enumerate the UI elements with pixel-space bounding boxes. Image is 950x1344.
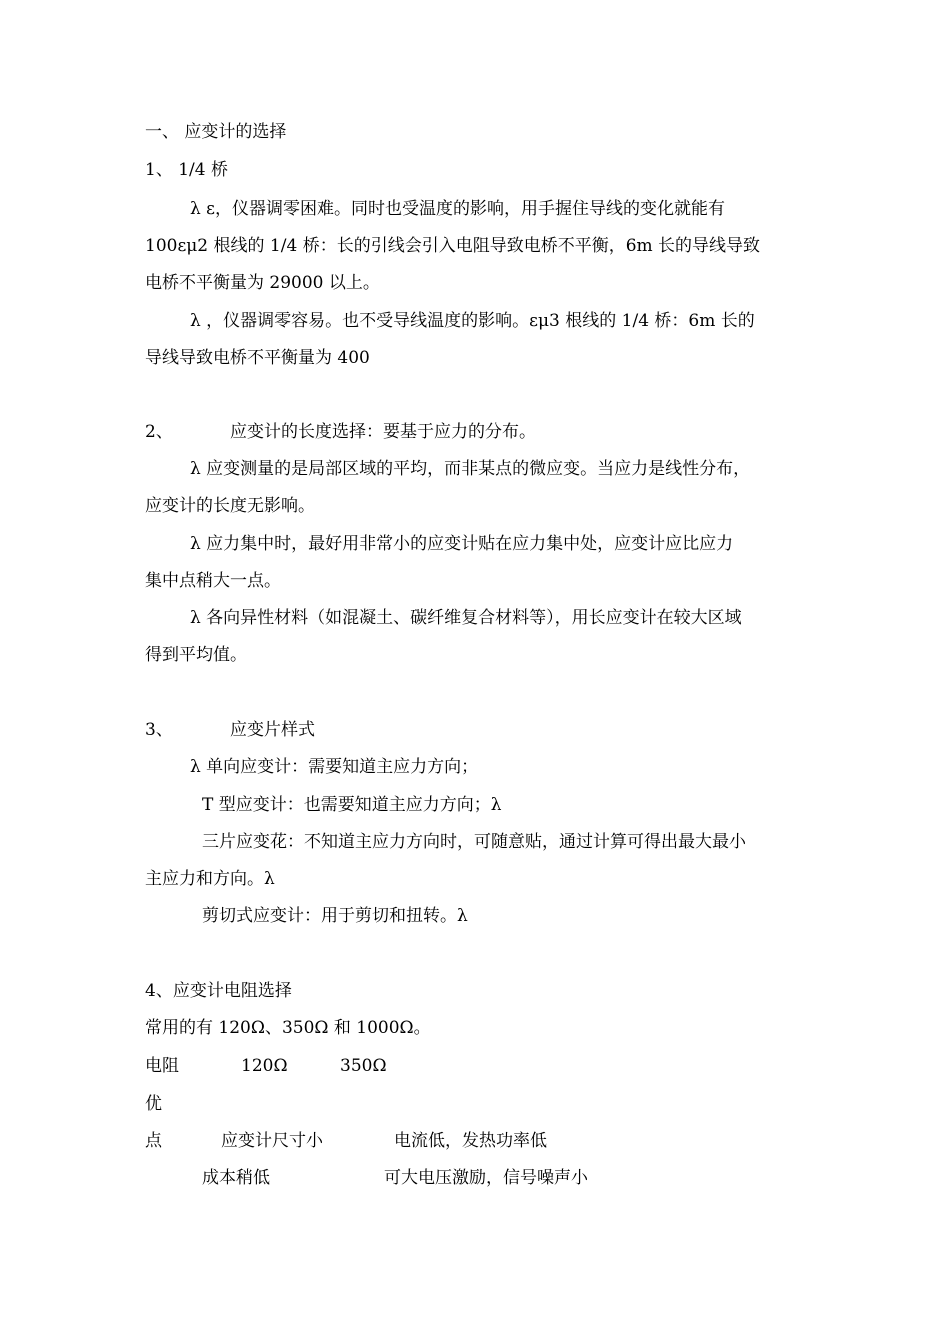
s4-common-values: 常用的有 120Ω、350Ω 和 1000Ω。 <box>145 1018 431 1038</box>
section-1-heading: 一、 应变计的选择 <box>145 122 287 142</box>
s2-p2-line-2: 集中点稍大一点。 <box>145 571 281 591</box>
table-cell-r1c2: 电流低，发热功率低 <box>394 1131 547 1151</box>
table-row-label-1: 优 <box>145 1094 162 1114</box>
s2-p1-line-1: λ 应变测量的是局部区域的平均，而非某点的微应变。当应力是线性分布， <box>190 459 751 479</box>
s1-p1-line-3: 电桥不平衡量为 29000 以上。 <box>145 273 380 293</box>
section-2-heading: 应变计的长度选择：要基于应力的分布。 <box>230 422 536 442</box>
table-header-350: 350Ω <box>340 1056 387 1076</box>
s3-line-3a: 三片应变花：不知道主应力方向时，可随意贴，通过计算可得出最大最小 <box>202 832 746 852</box>
s1-p2-line-2: 导线导致电桥不平衡量为 400 <box>145 348 370 368</box>
s1-p1-line-2: 100εμ2 根线的 1/4 桥：长的引线会引入电阻导致电桥不平衡，6m 长的导线导致 <box>145 236 761 256</box>
section-3-number: 3、 <box>145 720 173 740</box>
s2-p2-line-1: λ 应力集中时，最好用非常小的应变计贴在应力集中处，应变计应比应力 <box>190 534 734 554</box>
section-3-heading: 应变片样式 <box>230 720 315 740</box>
table-cell-r2c1: 成本稍低 <box>202 1168 270 1188</box>
table-header-resistance: 电阻 <box>145 1056 179 1076</box>
table-header-120: 120Ω <box>241 1056 288 1076</box>
s1-p1-line-1: λ ε，仪器调零困难。同时也受温度的影响，用手握住导线的变化就能有 <box>190 199 725 219</box>
table-cell-r1c1: 应变计尺寸小 <box>221 1131 323 1151</box>
section-1-sub-1: 1、 1/4 桥 <box>145 160 228 180</box>
table-row-label-2: 点 <box>145 1131 162 1151</box>
s2-p3-line-1: λ 各向异性材料（如混凝土、碳纤维复合材料等），用长应变计在较大区域 <box>190 608 742 628</box>
s1-p2-line-1: λ ，仪器调零容易。也不受导线温度的影响。εμ3 根线的 1/4 桥：6m 长的 <box>190 311 755 331</box>
table-cell-r2c2: 可大电压激励，信号噪声小 <box>384 1168 588 1188</box>
s3-line-2: T 型应变计：也需要知道主应力方向；λ <box>202 795 502 815</box>
s2-p1-line-2: 应变计的长度无影响。 <box>145 496 315 516</box>
s3-line-4: 剪切式应变计：用于剪切和扭转。λ <box>202 906 468 926</box>
section-4-heading: 4、应变计电阻选择 <box>145 981 292 1001</box>
s3-line-1: λ 单向应变计：需要知道主应力方向； <box>190 757 479 777</box>
s3-line-3b: 主应力和方向。λ <box>145 869 275 889</box>
section-2-number: 2、 <box>145 422 173 442</box>
s2-p3-line-2: 得到平均值。 <box>145 645 247 665</box>
